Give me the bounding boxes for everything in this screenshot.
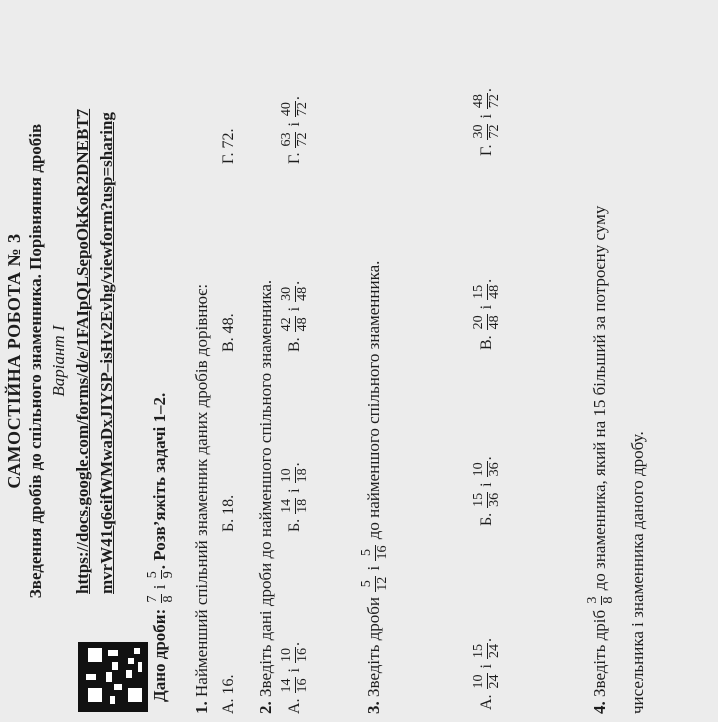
task-4-line2: чисельника і знаменника даного дробу. (628, 431, 647, 714)
fraction: 30 48 (279, 286, 310, 301)
page-title: САМОСТІЙНА РОБОТА № 3 (4, 233, 24, 489)
task-3-option-c[interactable]: В. 20 48 і 15 48 . (471, 278, 502, 350)
task-3-option-b[interactable]: Б. 15 36 і 10 36 . (471, 456, 502, 526)
task-2-option-c[interactable]: В. 42 48 і 30 48 . (279, 280, 310, 352)
task-3-fraction-1: 5 12 (359, 576, 390, 591)
given-label: Дано дроби: (150, 608, 170, 702)
given-conj: і (150, 584, 170, 590)
given-tail: . Розв’яжіть задачі 1–2. (150, 392, 170, 570)
task-2-option-d[interactable]: Г. 63 72 і 40 72 . (279, 96, 310, 164)
fraction: 63 72 (279, 132, 310, 147)
fraction: 20 48 (471, 315, 502, 330)
form-link-line1[interactable]: https://docs.google.com/forms/d/e/1FAIpQLSepoOkKoR2DNEBT7 (73, 108, 92, 594)
form-link-line2[interactable]: mvrW41q6eifWMwaDxJIYSP–isHv2Evhg/viewform?usp=sharing (97, 112, 116, 594)
task-2-question: 2. Зведіть дані дроби до найменшого спільного знаменника. (256, 279, 275, 714)
fraction: 10 24 (471, 674, 502, 689)
page-subtitle: Зведення дробів до спільного знаменника. Порівняння дробів (26, 123, 45, 599)
task-4-fraction: 3 8 (585, 596, 616, 604)
fraction: 14 18 (279, 498, 310, 513)
given-fraction-2: 5 9 (145, 571, 176, 579)
task-3-fraction-2: 5 16 (359, 545, 390, 560)
conj: і (477, 114, 495, 119)
fraction: 42 48 (279, 317, 310, 332)
given-fraction-1: 7 8 (145, 595, 176, 603)
conj: і (477, 663, 495, 669)
task-1-question: 1. Найменший спільний знаменник даних дробів дорівнює: (192, 283, 211, 714)
task-1-option-d[interactable]: Г. 72. (220, 128, 237, 164)
fraction: 30 72 (471, 124, 502, 139)
conj: і (285, 488, 303, 493)
conj: і (285, 667, 303, 673)
task-2-option-a[interactable]: А. 14 16 і 10 16 . (279, 641, 310, 714)
conj: і (477, 304, 495, 310)
fraction: 10 16 (279, 647, 310, 662)
fraction: 10 36 (471, 462, 502, 477)
task-3-option-a[interactable]: А. 10 24 і 15 24 . (471, 637, 502, 710)
conj: і (285, 122, 303, 127)
qr-code-icon (78, 642, 148, 712)
task-1-option-b[interactable]: Б. 18. (220, 494, 237, 532)
task-2-option-b[interactable]: Б. 14 18 і 10 18 . (279, 462, 310, 532)
fraction: 15 24 (471, 643, 502, 658)
fraction: 15 48 (471, 284, 502, 299)
task-1-option-a[interactable]: А. 16. (220, 674, 237, 714)
fraction: 15 36 (471, 492, 502, 507)
task-1-option-c[interactable]: В. 48. (220, 313, 237, 352)
fraction: 10 18 (279, 468, 310, 483)
task-3-option-d[interactable]: Г. 30 72 і 48 72 . (471, 88, 502, 156)
fraction: 48 72 (471, 94, 502, 109)
fraction: 14 16 (279, 678, 310, 693)
task-3-question: 3. Зведіть дроби 5 12 і 5 16 до найменшого спільного знаменника. (359, 260, 390, 714)
variant-label: Варіант І (49, 325, 68, 397)
fraction: 40 72 (279, 102, 310, 117)
task-4-question: 4. Зведіть дріб 3 8 до знаменника, який на 15 більший за потроєну суму (585, 205, 616, 714)
conj: і (477, 482, 495, 487)
given-fractions-line (146, 393, 176, 702)
conj: і (285, 306, 303, 312)
